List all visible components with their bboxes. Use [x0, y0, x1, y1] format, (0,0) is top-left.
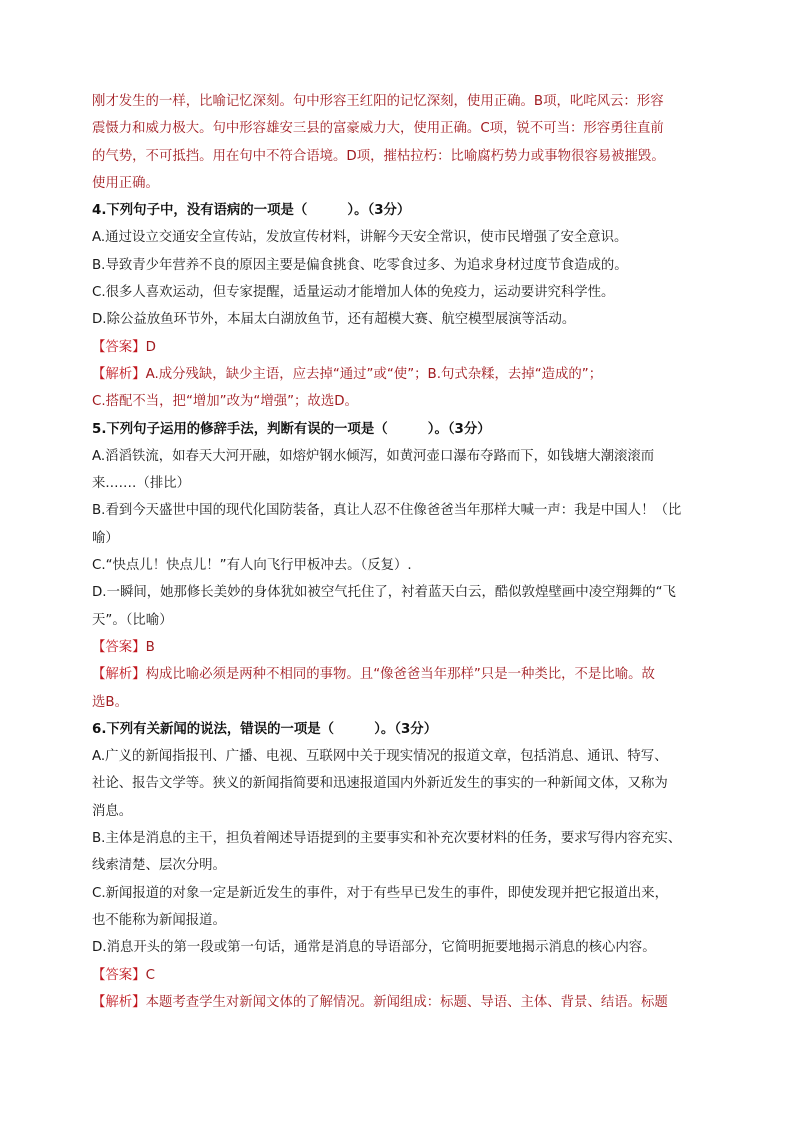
option-d-cont: 天”。（比喻） [92, 612, 173, 628]
answer-value: C [145, 967, 155, 983]
answer-tag: 【答案】 [92, 339, 146, 355]
answer-value: D [145, 339, 156, 355]
answer-line [92, 962, 704, 989]
analysis-text: 构成比喻必须是两种不相同的事物。且“像爸爸当年那样”只是一种类比，不是比喻。故 [145, 667, 655, 683]
option-a: A.通过设立交通安全宣传站，发放宣传材料，讲解今天安全常识，使市民增强了安全意识。 [92, 230, 628, 246]
option-c: C.新闻报道的对象一定是新近发生的事件，对于有些早已发生的事件，即使发现并把它报道出来， [92, 885, 669, 901]
document-page [92, 88, 704, 1016]
text-line: 刚才发生的一样，比喻记忆深刻。句中形容王红阳的记忆深刻，使用正确。B项，叱咤风云：形容 [92, 94, 664, 109]
answer-tag: 【答案】 [92, 967, 146, 983]
analysis-text: A.成分残缺，缺少主语，应去掉“通过”或“使”；B.句式杂糅，去掉“造成的”； [145, 366, 603, 382]
option-b-cont: 喻） [92, 530, 119, 546]
question-5-title: 5.下列句子运用的修辞手法，判断有误的一项是（ ）。（3分） [92, 421, 491, 437]
option-a-cont: 社论、报告文学等。狭义的新闻指简要和迅速报道国内外新近发生的事实的一种新闻文体，又称为 [92, 776, 668, 792]
option-a: A.广义的新闻指报刊、广播、电视、互联网中关于现实情况的报道文章，包括消息、通讯、特写、 [92, 749, 668, 765]
answer-line [92, 334, 704, 361]
option-c: C.“快点儿！快点儿！”有人向飞行甲板冲去。（反复）. [92, 558, 412, 574]
analysis-line [92, 361, 704, 388]
answer-line [92, 634, 704, 661]
option-c-cont: 也不能称为新闻报道。 [92, 912, 226, 928]
analysis-text: 本题考查学生对新闻文体的了解情况。新闻组成：标题、导语、主体、背景、结语。标题 [145, 994, 668, 1010]
answer-tag: 【答案】 [92, 639, 146, 655]
text-line: 使用正确。 [92, 175, 159, 191]
text-line: 震慑力和威力极大。句中形容雄安三县的富豪威力大，使用正确。C项，锐不可当：形容勇往直前 [92, 121, 664, 137]
option-b: B.主体是消息的主干，担负着阐述导语提到的主要事实和补充次要材料的任务，要求写得内容充实、 [92, 831, 682, 847]
answer-value: B [145, 639, 155, 655]
analysis-text: 选B。 [92, 694, 128, 710]
option-d: D.一瞬间，她那修长美妙的身体犹如被空气托住了，衬着蓝天白云，酷似敦煌壁画中凌空翔舞的“飞 [92, 585, 676, 601]
question-6-title: 6.下列有关新闻的说法，错误的一项是（ ）。（3分） [92, 721, 438, 737]
option-b-cont: 线索清楚、层次分明。 [92, 858, 226, 874]
option-b: B.导致青少年营养不良的原因主要是偏食挑食、吃零食过多、为追求身材过度节食造成的。 [92, 257, 628, 273]
text-line: 的气势，不可抵挡。用在句中不符合语境。D项，摧枯拉朽：比喻腐朽势力或事物很容易被摧毁。 [92, 148, 665, 164]
option-d: D.除公益放鱼环节外，本届太白湖放鱼节，还有超模大赛、航空模型展演等活动。 [92, 312, 576, 328]
option-a-cont: 消息。 [92, 803, 133, 819]
option-b: B.看到今天盛世中国的现代化国防装备，真让人忍不住像爸爸当年那样大喊一声：我是中国人！（比 [92, 503, 682, 519]
analysis-tag: 【解析】 [92, 667, 146, 683]
analysis-tag: 【解析】 [92, 994, 146, 1010]
analysis-line [92, 661, 704, 688]
option-a: A.滔滔铁流，如春天大河开融，如熔炉钢水倾泻，如黄河壶口瀑布夺路而下，如钱塘大潮滚滚而 [92, 448, 655, 464]
option-c: C.很多人喜欢运动，但专家提醒，适量运动才能增加人体的免疫力，运动要讲究科学性。 [92, 285, 615, 301]
option-d: D.消息开头的第一段或第一句话，通常是消息的导语部分，它简明扼要地揭示消息的核心内容。 [92, 940, 656, 956]
analysis-line [92, 989, 704, 1016]
analysis-text: C.搭配不当，把“增加”改为“增强”；故选D。 [92, 394, 358, 410]
option-a-cont: 来.……（排比） [92, 476, 190, 492]
analysis-tag: 【解析】 [92, 366, 146, 382]
question-4-title: 4.下列句子中，没有语病的一项是（ ）。（3分） [92, 203, 411, 219]
